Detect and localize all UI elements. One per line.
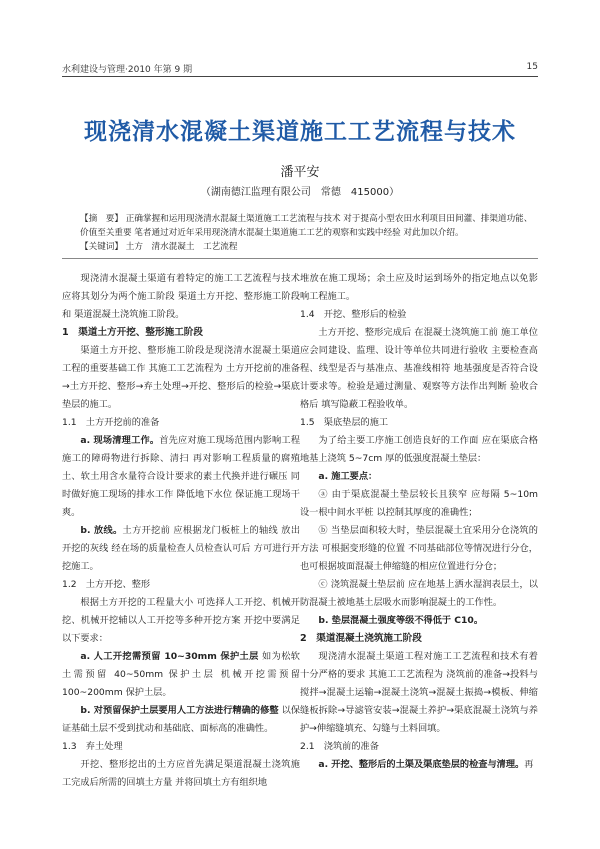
body-paragraph xyxy=(300,522,538,576)
subsection-heading: 1.2 土方开挖、整形 xyxy=(62,579,151,590)
paragraph-lead: a. 开挖、整形后的土渠及渠底垫层的检查与清理。 xyxy=(318,759,525,770)
paragraph-text: 土方开挖、整形完成后 在混凝土浇筑施工前 施工单位应会同建设、监理、设计等单位共同进行验收 主要检查高程、线型是否与基准点、基准线相符 地基强度是否符合设计要求等。检验是通过测量、观察等方法作出判断 验收合格后 填写隐蔽工程验收单。 xyxy=(300,327,538,410)
body-paragraph xyxy=(62,342,300,414)
author-affiliation: （湖南德江监理有限公司 常德 415000） xyxy=(200,187,400,198)
body-paragraph xyxy=(300,468,538,486)
paragraph-lead: b. 垫层混凝土强度等级不得低于 C10。 xyxy=(318,615,484,626)
subsection-heading: 1.1 土方开挖前的准备 xyxy=(62,417,160,428)
body-paragraph xyxy=(300,432,538,468)
body-paragraph xyxy=(300,756,538,774)
section-heading: 2 渠道混凝土浇筑施工阶段 xyxy=(300,633,422,644)
subsection-heading: 1.4 开挖、整形后的检验 xyxy=(300,309,407,320)
subsection-heading: 1.5 渠底垫层的施工 xyxy=(300,417,389,428)
paragraph-text: ⓒ 浇筑混凝土垫层前 应在地基上洒水湿润表层土，以防混凝土被地基土层吸水而影响混凝土的工作性。 xyxy=(300,579,538,608)
body-paragraph xyxy=(62,270,300,324)
journal-name: 水利建设与管理·2010 年第 9 期 xyxy=(62,65,193,75)
abstract-divider xyxy=(62,258,538,259)
paragraph-text: ⓑ 当垫层面积较大时，垫层混凝土宜采用分仓浇筑的方法 可根据变形缝的位置 不同基础部位等情况进行分仓，也可根据坡面混凝土伸缩缝的相应位置进行分仓； xyxy=(300,525,538,572)
subsection-heading: 1.3 弃土处理 xyxy=(62,741,123,752)
paragraph-text: 首先应对施工现场范围内影响工程施工的障碍物进行拆除、清扫 再对影响工程质量的腐殖土、软土用含水量符合设计要求的素土代换并进行碾压 同时做好施工现场的排水工作 降低地下水位 保证施工现场干爽。 xyxy=(62,435,301,518)
paragraph-text: 现浇清水混凝土渠道有着特定的施工工艺流程与技术 应将其划分为两个施工阶段 渠道土方开挖、整形施工阶段和 渠道混凝土浇筑施工阶段。 xyxy=(62,273,300,320)
author-name: 潘平安 xyxy=(280,165,320,180)
paragraph-text: 为了给主要工序施工创造良好的工作面 应在渠底合格地基上浇筑 5~7cm 厚的低强度混凝土垫层： xyxy=(300,435,538,464)
paragraph-lead: b. 放线。 xyxy=(80,525,123,536)
body-paragraph xyxy=(62,702,300,738)
paragraph-text: 根据土方开挖的工程量大小 可选择人工开挖、机械开挖、机械开挖辅以人工开挖等多种开挖方案 开挖中要满足以下要求： xyxy=(62,597,300,644)
paragraph-text: 再 xyxy=(524,759,534,770)
paragraph-text: 堆放在施工现场；余土应及时运到场外的指定地点以免影响工程施工。 xyxy=(300,273,538,302)
paragraph-text: 如为松软土需预留 40~50mm 保护土层 机械开挖需预留 100~200mm 保护土层。 xyxy=(62,651,300,698)
paragraph-text: 渠道土方开挖、整形施工阶段是现浇清水混凝土渠道工程的重要基础工作 其施工工艺流程为 土方开挖前的准备→土方开挖、整形→弃土处理→开挖、整形后的检验→渠底垫层的施工。 xyxy=(62,345,300,410)
paragraph-text: 土方开挖前 应根据龙门板桩上的轴线 放出开挖的灰线 经在场的质量检查人员检查认可后 方可进行开挖施工。 xyxy=(62,525,301,572)
keywords xyxy=(80,241,538,254)
body-paragraph xyxy=(300,648,538,738)
body-paragraph xyxy=(300,486,538,522)
body-paragraph xyxy=(300,324,538,414)
keywords-text: 土方 清水混凝土 工艺流程 xyxy=(125,242,238,252)
left-column xyxy=(62,270,300,792)
paragraph-text: ⓐ 由于渠底混凝土垫层较长且狭窄 应每隔 5~10m 设一根中间水平桩 以控制其厚度的准确性； xyxy=(300,489,538,518)
paragraph-lead: a. 施工要点： xyxy=(318,471,378,482)
body-paragraph xyxy=(62,756,300,792)
body-paragraph xyxy=(62,594,300,648)
abstract-label: 【摘 要】 xyxy=(80,214,123,224)
running-header xyxy=(62,60,538,77)
right-column xyxy=(300,270,538,774)
paragraph-lead: a. 现场清理工作。 xyxy=(80,435,160,446)
article-title: 现浇清水混凝土渠道施工工艺流程与技术 xyxy=(84,119,516,145)
abstract xyxy=(80,213,538,240)
keywords-label: 【关键词】 xyxy=(80,242,123,252)
paragraph-lead: b. 对预留保护土层要用人工方法进行精确的修整 xyxy=(80,705,279,716)
paragraph-text: 现浇清水混凝土渠道工程对施工工艺流程和技术有着十分严格的要求 其施工工艺流程为 浇筑前的准备→投料与搅拌→混凝土运输→混凝土浇筑→混凝土振捣→模板、伸缩缝板拆除→导滤管安装→混凝土养护→渠底混凝土浇筑与养护→伸缩缝填充、勾缝与土料回填。 xyxy=(300,651,538,734)
paragraph-lead: a. 人工开挖需预留 10~30mm 保护土层 xyxy=(80,651,259,662)
body-paragraph xyxy=(62,432,300,522)
page-number: 15 xyxy=(526,62,538,72)
paragraph-text: 以保证基础土层不受到扰动和基础底、面标高的准确性。 xyxy=(62,705,301,734)
abstract-text: 正确掌握和运用现浇清水混凝土渠道施工工艺流程与技术 对于提高小型农田水利项目田间灌、排渠道功能、价值至关重要 笔者通过对近年采用现浇清水混凝土渠道施工工艺的观察和实践中经验 对此加以介绍。 xyxy=(80,214,533,238)
subsection-heading: 2.1 浇筑前的准备 xyxy=(300,741,379,752)
section-heading: 1 渠道土方开挖、整形施工阶段 xyxy=(62,327,203,338)
body-paragraph xyxy=(62,648,300,702)
body-paragraph xyxy=(300,612,538,630)
paragraph-text: 开挖、整形挖出的土方应首先满足渠道混凝土浇筑施工完成后所需的回填土方量 并将回填土方有组织地 xyxy=(62,759,300,788)
body-paragraph xyxy=(62,522,300,576)
body-paragraph xyxy=(300,270,538,306)
body-paragraph xyxy=(300,576,538,612)
